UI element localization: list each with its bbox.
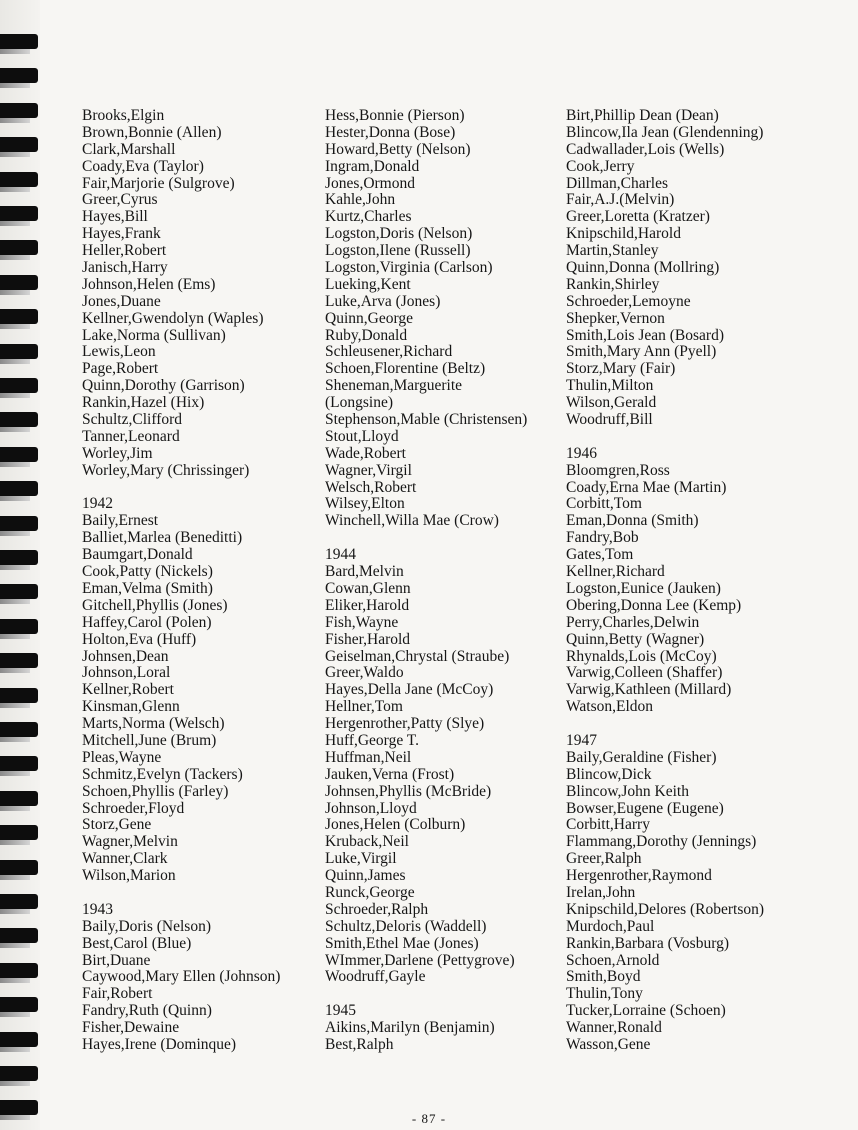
name-entry: Wanner,Clark <box>82 850 168 868</box>
year-heading: 1943 <box>82 900 113 918</box>
name-entry: Huff,George T. <box>325 731 419 749</box>
name-entry: Schroeder,Floyd <box>82 799 185 817</box>
binding-hole <box>0 516 38 531</box>
binding-hole <box>0 550 38 565</box>
name-entry: Corbitt,Tom <box>566 495 642 513</box>
name-entry: Shepker,Vernon <box>566 309 665 327</box>
name-entry: Luke,Arva (Jones) <box>325 292 441 310</box>
name-entry: Cadwallader,Lois (Wells) <box>566 140 725 158</box>
name-entry: Schmitz,Evelyn (Tackers) <box>82 765 243 783</box>
year-heading: 1945 <box>325 1002 356 1020</box>
name-entry: Fair,A.J.(Melvin) <box>566 191 675 209</box>
name-entry: Smith,Ethel Mae (Jones) <box>325 934 479 952</box>
name-entry: Luke,Virgil <box>325 850 397 868</box>
name-entry: Baily,Geraldine (Fisher) <box>566 748 717 766</box>
binding-hole <box>0 206 38 221</box>
binding-hole <box>0 481 38 496</box>
year-heading: 1947 <box>566 731 597 749</box>
name-entry: Kellner,Gwendolyn (Waples) <box>82 309 264 327</box>
name-entry: Bard,Melvin <box>325 563 404 581</box>
name-entry: Sheneman,Marguerite <box>325 377 463 395</box>
name-entry: Coady,Erna Mae (Martin) <box>566 478 727 496</box>
name-entry: Ruby,Donald <box>325 326 408 344</box>
name-entry: Kellner,Robert <box>82 681 174 699</box>
name-entry: Rankin,Hazel (Hix) <box>82 394 205 412</box>
name-entry: Stout,Lloyd <box>325 427 399 445</box>
name-entry: Logston,Doris (Nelson) <box>325 225 473 243</box>
name-entry: Mitchell,June (Brum) <box>82 731 217 749</box>
name-entry: Johnsen,Phyllis (McBride) <box>325 782 492 800</box>
name-entry: Gitchell,Phyllis (Jones) <box>82 596 228 614</box>
name-entry: Lueking,Kent <box>325 275 411 293</box>
name-entry: Jauken,Verna (Frost) <box>325 765 455 783</box>
binding-hole <box>0 1066 38 1081</box>
name-entry: Fandry,Bob <box>566 529 639 547</box>
binding-hole <box>0 860 38 875</box>
binding-hole <box>0 172 38 187</box>
binding-hole <box>0 756 38 771</box>
name-entry: Kahle,John <box>325 191 396 209</box>
name-entry: Kellner,Richard <box>566 563 665 581</box>
name-entry: Wilson,Marion <box>82 867 176 885</box>
name-entry: Rankin,Barbara (Vosburg) <box>566 934 730 952</box>
name-entry: Greer,Ralph <box>566 850 642 868</box>
name-entry: Ingram,Donald <box>325 157 420 175</box>
name-entry: Logston,Virginia (Carlson) <box>325 259 493 277</box>
binding-hole <box>0 68 38 83</box>
spiral-binding <box>0 0 40 1130</box>
name-entry: Jones,Duane <box>82 292 161 310</box>
binding-hole <box>0 447 38 462</box>
name-entry: Fair,Robert <box>82 985 153 1003</box>
name-entry: Irelan,John <box>566 883 636 901</box>
name-entry: Smith,Lois Jean (Bosard) <box>566 326 724 344</box>
name-entry: Storz,Mary (Fair) <box>566 360 676 378</box>
name-entry: Brooks,Elgin <box>82 107 165 124</box>
name-entry: Corbitt,Harry <box>566 816 650 834</box>
binding-hole <box>0 584 38 599</box>
name-entry: Greer,Waldo <box>325 664 404 682</box>
name-entry: Balliet,Marlea (Beneditti) <box>82 529 243 547</box>
name-entry: Fandry,Ruth (Quinn) <box>82 1002 212 1020</box>
binding-hole <box>0 688 38 703</box>
name-entry: Hergenrother,Raymond <box>566 867 712 885</box>
name-column-1 <box>82 108 280 1054</box>
binding-hole <box>0 894 38 909</box>
name-entry: Knipschild,Delores (Robertson) <box>566 900 765 918</box>
name-entry: Page,Robert <box>82 360 159 378</box>
name-entry: Wilson,Gerald <box>566 394 657 412</box>
binding-hole <box>0 619 38 634</box>
name-entry: Blincow,Dick <box>566 765 652 783</box>
binding-hole <box>0 344 38 359</box>
name-entry: Schroeder,Ralph <box>325 900 429 918</box>
name-entry: Varwig,Kathleen (Millard) <box>566 681 732 699</box>
name-entry: Welsch,Robert <box>325 478 417 496</box>
name-entry: Marts,Norma (Welsch) <box>82 715 225 733</box>
name-entry: Stephenson,Mable (Christensen) <box>325 411 528 429</box>
name-entry: Dillman,Charles <box>566 174 669 192</box>
binding-hole <box>0 34 38 49</box>
binding-hole <box>0 997 38 1012</box>
name-entry: Winchell,Willa Mae (Crow) <box>325 512 499 530</box>
name-entry: Woodruff,Bill <box>566 411 653 429</box>
name-entry: Johnson,Lloyd <box>325 799 417 817</box>
name-entry: Flammang,Dorothy (Jennings) <box>566 833 757 851</box>
name-entry: Storz,Gene <box>82 816 152 834</box>
name-entry: Schleusener,Richard <box>325 343 453 361</box>
name-entry: Coady,Eva (Taylor) <box>82 157 204 175</box>
name-entry: Smith,Boyd <box>566 968 641 986</box>
name-entry: Eman,Velma (Smith) <box>82 579 213 597</box>
name-entry: Logston,Ilene (Russell) <box>325 242 471 260</box>
name-entry: Schoen,Florentine (Beltz) <box>325 360 486 378</box>
binding-hole <box>0 791 38 806</box>
binding-hole <box>0 309 38 324</box>
binding-hole <box>0 928 38 943</box>
name-column-3 <box>566 108 764 1054</box>
name-entry: Rhynalds,Lois (McCoy) <box>566 647 717 665</box>
binding-hole <box>0 653 38 668</box>
binding-hole <box>0 963 38 978</box>
name-entry: Kurtz,Charles <box>325 208 412 226</box>
name-entry: Janisch,Harry <box>82 259 168 277</box>
name-entry: Brown,Bonnie (Allen) <box>82 123 222 141</box>
name-entry: Worley,Jim <box>82 444 153 462</box>
year-heading: 1944 <box>325 546 356 564</box>
binding-hole <box>0 378 38 393</box>
name-entry: Lewis,Leon <box>82 343 156 361</box>
year-heading: 1942 <box>82 495 113 513</box>
name-entry: Haffey,Carol (Polen) <box>82 613 212 631</box>
year-heading: 1946 <box>566 444 597 462</box>
name-entry: Logston,Eunice (Jauken) <box>566 579 721 597</box>
name-entry: Quinn,George <box>325 309 413 327</box>
name-entry: Quinn,James <box>325 867 406 885</box>
name-entry: Runck,George <box>325 883 415 901</box>
name-entry: Smith,Mary Ann (Pyell) <box>566 343 717 361</box>
name-entry: Schoen,Phyllis (Farley) <box>82 782 229 800</box>
name-entry: Hester,Donna (Bose) <box>325 123 456 141</box>
binding-hole <box>0 722 38 737</box>
name-entry: Best,Ralph <box>325 1035 394 1053</box>
name-entry: Bloomgren,Ross <box>566 461 670 479</box>
name-entry: Cook,Patty (Nickels) <box>82 563 213 581</box>
name-entry: Varwig,Colleen (Shaffer) <box>566 664 723 682</box>
name-entry: Greer,Loretta (Kratzer) <box>566 208 710 226</box>
name-entry: Martin,Stanley <box>566 242 659 260</box>
name-entry: Pleas,Wayne <box>82 748 162 766</box>
name-entry: Tanner,Leonard <box>82 427 180 445</box>
name-entry: Baily,Ernest <box>82 512 159 530</box>
name-entry: Quinn,Betty (Wagner) <box>566 630 705 648</box>
page-number: - 87 - <box>411 1111 447 1126</box>
name-entry: Fair,Marjorie (Sulgrove) <box>82 174 235 192</box>
name-entry: Wagner,Virgil <box>325 461 412 479</box>
name-entry: Wilsey,Elton <box>325 495 405 513</box>
name-entry: Jones,Ormond <box>325 174 415 192</box>
name-entry: Caywood,Mary Ellen (Johnson) <box>82 968 281 986</box>
name-entry: Johnson,Loral <box>82 664 171 682</box>
name-entry: Hayes,Bill <box>82 208 148 226</box>
name-entry: Heller,Robert <box>82 242 167 260</box>
name-entry: Baily,Doris (Nelson) <box>82 917 212 935</box>
name-entry: Aikins,Marilyn (Benjamin) <box>325 1019 495 1037</box>
name-entry: Howard,Betty (Nelson) <box>325 140 471 158</box>
name-entry: Fisher,Harold <box>325 630 411 648</box>
name-entry: Rankin,Shirley <box>566 275 660 293</box>
name-entry: Obering,Donna Lee (Kemp) <box>566 596 742 614</box>
name-entry: Bowser,Eugene (Eugene) <box>566 799 724 817</box>
name-entry: Wanner,Ronald <box>566 1019 662 1037</box>
name-entry: Holton,Eva (Huff) <box>82 630 197 648</box>
name-column-2 <box>325 108 527 1054</box>
name-entry: Kruback,Neil <box>325 833 409 851</box>
name-entry: Cowan,Glenn <box>325 579 411 597</box>
name-entry: Eman,Donna (Smith) <box>566 512 699 530</box>
name-entry: Tucker,Lorraine (Schoen) <box>566 1002 726 1020</box>
name-entry: Blincow,John Keith <box>566 782 689 800</box>
binding-hole <box>0 240 38 255</box>
name-entry: Thulin,Milton <box>566 377 654 395</box>
name-entry: Baumgart,Donald <box>82 546 193 564</box>
name-entry: WImmer,Darlene (Pettygrove) <box>325 951 515 969</box>
name-entry: Johnsen,Dean <box>82 647 169 665</box>
name-entry: Clark,Marshall <box>82 140 176 158</box>
name-entry: Woodruff,Gayle <box>325 968 426 986</box>
name-entry: Perry,Charles,Delwin <box>566 613 700 631</box>
name-entry: Fisher,Dewaine <box>82 1019 180 1037</box>
name-entry: Hayes,Irene (Dominque) <box>82 1035 237 1053</box>
name-entry: Birt,Duane <box>82 951 151 969</box>
binding-hole <box>0 412 38 427</box>
binding-hole <box>0 103 38 118</box>
name-entry: Hayes,Frank <box>82 225 161 243</box>
name-entry: Worley,Mary (Chrissinger) <box>82 461 250 479</box>
name-entry: Wasson,Gene <box>566 1035 651 1053</box>
name-entry: Geiselman,Chrystal (Straube) <box>325 647 510 665</box>
name-entry: Best,Carol (Blue) <box>82 934 192 952</box>
name-entry: Schultz,Deloris (Waddell) <box>325 917 487 935</box>
binding-hole <box>0 825 38 840</box>
name-entry: Murdoch,Paul <box>566 917 655 935</box>
name-entry: Quinn,Dorothy (Garrison) <box>82 377 245 395</box>
name-entry: Hellner,Tom <box>325 698 403 716</box>
name-entry: Hayes,Della Jane (McCoy) <box>325 681 494 699</box>
binding-hole <box>0 1032 38 1047</box>
name-entry: Schroeder,Lemoyne <box>566 292 691 310</box>
name-entry: Birt,Phillip Dean (Dean) <box>566 107 719 124</box>
name-entry: Blincow,Ila Jean (Glendenning) <box>566 123 764 141</box>
name-entry: (Longsine) <box>325 394 394 412</box>
name-entry: Jones,Helen (Colburn) <box>325 816 466 834</box>
name-entry: Eliker,Harold <box>325 596 410 614</box>
name-entry: Watson,Eldon <box>566 698 654 716</box>
binding-hole <box>0 137 38 152</box>
name-entry: Greer,Cyrus <box>82 191 158 209</box>
name-entry: Hergenrother,Patty (Slye) <box>325 715 485 733</box>
name-entry: Thulin,Tony <box>566 985 643 1003</box>
name-entry: Schultz,Clifford <box>82 411 183 429</box>
name-entry: Huffman,Neil <box>325 748 412 766</box>
name-entry: Cook,Jerry <box>566 157 635 175</box>
name-entry: Wade,Robert <box>325 444 406 462</box>
binding-hole <box>0 275 38 290</box>
name-entry: Knipschild,Harold <box>566 225 681 243</box>
name-entry: Wagner,Melvin <box>82 833 178 851</box>
name-entry: Kinsman,Glenn <box>82 698 180 716</box>
name-entry: Lake,Norma (Sullivan) <box>82 326 226 344</box>
name-entry: Johnson,Helen (Ems) <box>82 275 216 293</box>
name-entry: Quinn,Donna (Mollring) <box>566 259 720 277</box>
name-entry: Fish,Wayne <box>325 613 399 631</box>
name-entry: Schoen,Arnold <box>566 951 660 969</box>
name-entry: Hess,Bonnie (Pierson) <box>325 107 465 124</box>
name-entry: Gates,Tom <box>566 546 634 564</box>
